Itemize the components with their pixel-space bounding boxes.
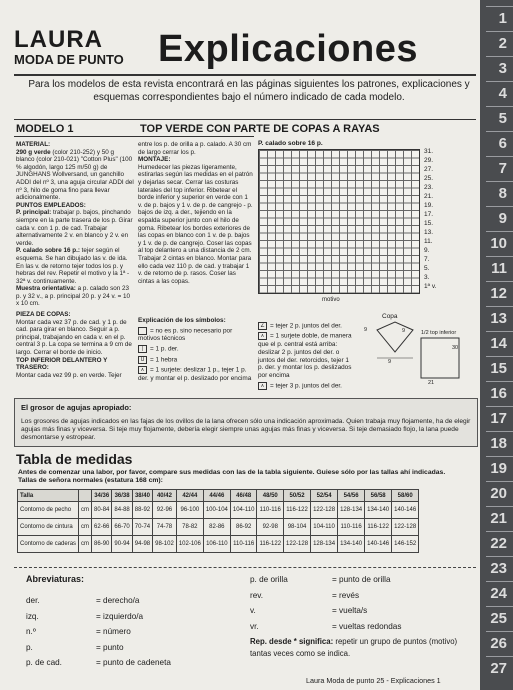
abbr-term: vr. <box>250 621 259 631</box>
abbr-list-right <box>250 572 401 634</box>
note-title: El grosor de agujas apropiado: <box>21 403 132 412</box>
symbol-item <box>258 382 352 390</box>
size-cell: 140-146 <box>365 536 392 553</box>
chart-row-number: 23. <box>424 184 434 191</box>
col2-paragraph <box>138 164 254 286</box>
chart-row-number: 15. <box>424 220 434 227</box>
abbr-list-left <box>26 593 171 671</box>
size-cell: 74-78 <box>153 519 177 536</box>
chart-row-number: 11. <box>424 238 433 245</box>
repeat-note-text: repetir un grupo de puntos (motivo) tantas veces como se indica. <box>250 637 458 658</box>
size-header-cell: 36/38 <box>112 490 132 502</box>
size-cell: 110-116 <box>257 502 284 519</box>
ruler-line <box>486 131 513 132</box>
dim-5: 21 <box>428 380 435 386</box>
abbr-item <box>26 609 171 625</box>
col1-paragraph <box>16 202 134 210</box>
abbr-item <box>250 588 401 604</box>
ruler-line <box>486 306 513 307</box>
ruler-number: 18 <box>490 435 507 452</box>
ruler-line <box>486 456 513 457</box>
symbol-text: = 1 surjete: deslizar 1 p., tejer 1 p. der. y montar el p. deslizado por encima <box>138 366 252 382</box>
size-cell: cm <box>79 519 92 536</box>
page-footer: Laura Moda de punto 25 - Explicaciones 1 <box>306 676 441 685</box>
symbol-text: = 1 hebra <box>150 356 178 364</box>
abbr-meaning: = número <box>96 627 131 636</box>
ruler-number: 8 <box>498 185 507 202</box>
instructions-col1 <box>16 141 134 308</box>
table-row <box>18 519 419 536</box>
ruler-line <box>486 181 513 182</box>
abbr-meaning: = revés <box>332 590 360 600</box>
schematic-diagram <box>355 318 465 388</box>
paragraph-text: a p. calado son 23 p. y 32 v., a p. principal 20 p. y 24 v. = 10 x 10 cm. <box>16 285 131 308</box>
symbol-item <box>258 322 352 330</box>
size-cell: 84-88 <box>112 502 132 519</box>
size-cell: 116-122 <box>284 502 311 519</box>
ruler-number: 6 <box>498 135 507 152</box>
ruler-line <box>486 331 513 332</box>
ruler-line <box>486 106 513 107</box>
ruler-line <box>486 81 513 82</box>
size-cell: 86-92 <box>230 519 257 536</box>
size-header-cell: 56/58 <box>365 490 392 502</box>
ruler-number: 5 <box>498 110 507 127</box>
size-cell: 134-140 <box>338 536 365 553</box>
paragraph-heading: PIEZA DE COPAS: <box>16 311 71 318</box>
size-header-cell <box>79 490 92 502</box>
size-cell: 88-92 <box>132 502 152 519</box>
size-cell: 92-98 <box>257 519 284 536</box>
chart-motif-label: motivo <box>322 297 340 303</box>
size-cell: 90-94 <box>112 536 132 553</box>
copa-label: Copa <box>382 313 398 320</box>
size-row-label: Contorno de cintura <box>18 519 79 536</box>
paragraph-heading: Muestra orientativa: <box>16 285 76 293</box>
col2-paragraph <box>138 141 254 156</box>
abbr-term: der. <box>26 596 40 605</box>
chart-row-number: 9. <box>424 247 430 254</box>
chart-label: P. calado sobre 16 p. <box>258 140 323 147</box>
paragraph-heading: MATERIAL: <box>16 141 51 148</box>
ruler-number: 27 <box>490 660 507 677</box>
abbr-term: v. <box>250 606 256 615</box>
size-header-cell: 42/44 <box>176 490 203 502</box>
col1b-paragraph <box>16 319 134 357</box>
abbr-item <box>26 624 171 640</box>
size-cell: 110-116 <box>338 519 365 536</box>
symbol-text: = tejer 3 p. juntos del der. <box>270 382 342 390</box>
size-cell: 78-82 <box>176 519 203 536</box>
size-cell: 100-104 <box>203 502 230 519</box>
ruler-number: 17 <box>490 410 507 427</box>
symbol-item <box>138 345 256 353</box>
symbol-text: = 1 surjete doble, de manera que el p. central está arriba: deslizar 2 p. juntos del der. o juntos del der. retorcidos, tejer 1 p. der. y montar los p. deslizados por encima <box>258 333 352 380</box>
dim-3: 9 <box>402 328 406 334</box>
paragraph-text: Montar cada vez 99 p. en verde. Tejer <box>16 371 122 379</box>
symbol-icon: U <box>138 356 147 364</box>
ruler-line <box>486 481 513 482</box>
size-cell: 70-74 <box>132 519 152 536</box>
size-cell: 116-122 <box>365 519 392 536</box>
chart-row-number: 31. <box>424 148 434 155</box>
symbol-icon: ∠ <box>258 322 267 330</box>
paragraph-text: trabajar p. bajos, pinchando siempre en la parte trasera de los p. Girar cada v. con 1 p. de cad. Trabajar alternativamente 2 v. en blanco y 2 v. en verde. <box>16 209 133 247</box>
ruler-line <box>486 406 513 407</box>
abbr-term: izq. <box>26 611 39 621</box>
repeat-note-bold: Rep. desde * significa: <box>250 637 334 646</box>
ruler-number: 2 <box>498 35 507 52</box>
col1b-paragraph <box>16 311 134 319</box>
abbr-item <box>250 619 401 635</box>
size-cell: 116-122 <box>257 536 284 553</box>
dim-2: 9 <box>388 359 392 365</box>
symbol-icon: ∧ <box>258 332 267 340</box>
size-header-cell: 48/50 <box>257 490 284 502</box>
model-name: TOP VERDE CON PARTE DE COPAS A RAYAS <box>140 123 380 135</box>
size-header-cell: 40/42 <box>153 490 177 502</box>
ruler-line <box>486 506 513 507</box>
instructions-col2 <box>138 141 254 285</box>
ruler-line <box>486 31 513 32</box>
col1-paragraph <box>16 141 134 149</box>
ruler-line <box>486 6 513 7</box>
paragraph-heading: TOP INFERIOR DELANTERO Y TRASERO: <box>16 356 108 372</box>
size-cell: 82-86 <box>203 519 230 536</box>
size-cell: 122-128 <box>284 536 311 553</box>
ruler-number: 21 <box>490 510 507 527</box>
symbol-item <box>138 356 256 364</box>
ruler-number: 9 <box>498 210 507 227</box>
model-divider <box>14 136 254 137</box>
ruler-line <box>486 556 513 557</box>
paragraph-text: (color 210-252) y 50 g blanco (color 210-021) "Cotton Plus" (100 % algodón, largo 125 m/50 g) de JUNGHANS Wollversand, un ganchillo ADDI del nº 3, una aguja circular ADDI del nº 3, hilo de goma fino para llevar adicionalmente. <box>16 148 134 202</box>
symbol-text: = 1 p. der. <box>150 345 179 353</box>
size-cell: 146-152 <box>392 536 419 553</box>
ruler-number: 7 <box>498 160 507 177</box>
size-table-title: Tabla de medidas <box>16 451 133 467</box>
abbr-term: n.º <box>26 627 36 636</box>
chart-row-number: 17. <box>424 211 434 218</box>
model-number: MODELO 1 <box>16 123 74 135</box>
ruler-number: 1 <box>498 10 507 27</box>
size-row-label: Contorno de pecho <box>18 502 79 519</box>
brand-subtitle: MODA DE PUNTO <box>14 52 124 67</box>
size-header-cell: 54/56 <box>338 490 365 502</box>
size-cell: 106-110 <box>203 536 230 553</box>
size-cell: 128-134 <box>338 502 365 519</box>
ruler-number: 14 <box>490 335 507 352</box>
abbr-term: rev. <box>250 590 264 600</box>
ruler-number: 26 <box>490 635 507 652</box>
ruler-number: 24 <box>490 585 507 602</box>
symbol-item <box>138 366 256 382</box>
abbr-divider <box>14 567 476 569</box>
chart-row-number: 27. <box>424 166 434 173</box>
size-header-cell: 34/36 <box>92 490 112 502</box>
col2-paragraph <box>138 156 254 164</box>
size-cell: 104-110 <box>230 502 257 519</box>
size-cell: 92-96 <box>153 502 177 519</box>
ruler-number: 22 <box>490 535 507 552</box>
size-cell: 86-90 <box>92 536 112 553</box>
size-table-subtitle: Tallas de señora normales (estatura 168 cm): <box>18 477 163 484</box>
ruler-line <box>486 206 513 207</box>
symbol-icon <box>138 327 147 335</box>
symbol-item <box>138 327 256 343</box>
symbol-text: = no es p. sino necesario por motivos técnicos <box>138 327 233 343</box>
size-header-cell: 50/52 <box>284 490 311 502</box>
ruler-line <box>486 356 513 357</box>
ruler-line <box>486 631 513 632</box>
dim-1: 9 <box>364 327 368 333</box>
chart-row-numbers <box>424 148 436 292</box>
ruler-number: 11 <box>491 260 507 277</box>
symbol-item <box>258 332 352 379</box>
abbr-term: p. de orilla <box>250 575 288 584</box>
table-row <box>18 502 419 519</box>
chart-row-number: 21. <box>424 193 434 200</box>
abbr-meaning: = punto <box>96 642 124 652</box>
size-header-cell: 52/54 <box>311 490 338 502</box>
size-cell: cm <box>79 502 92 519</box>
symbol-icon: ∧ <box>138 366 147 374</box>
chart-row-number: 1ª v. <box>424 283 437 290</box>
paragraph-heading: MONTAJE: <box>138 156 171 164</box>
ruler-number: 20 <box>490 485 507 502</box>
paragraph-heading: P. calado sobre 16 p.: <box>16 247 80 255</box>
ruler-line <box>486 156 513 157</box>
ruler-line <box>486 56 513 57</box>
size-table-note: Antes de comenzar una labor, por favor, compare sus medidas con las de la tabla siguiente. Guiese sólo por las tallas ahí indicadas. <box>18 469 446 476</box>
ruler-number: 13 <box>490 310 507 327</box>
ruler-line <box>486 381 513 382</box>
chart-row-number: 29. <box>424 157 434 164</box>
ruler-line <box>486 231 513 232</box>
ruler-number: 4 <box>498 85 507 102</box>
size-header-cell: 58/60 <box>392 490 419 502</box>
size-cell: 122-128 <box>392 519 419 536</box>
col1-paragraph <box>16 247 134 285</box>
col1b-paragraph <box>16 372 134 380</box>
table-row <box>18 536 419 553</box>
size-cell: 96-100 <box>176 502 203 519</box>
ruler-number: 10 <box>490 235 507 252</box>
size-cell: 80-84 <box>92 502 112 519</box>
size-cell: 104-110 <box>311 519 338 536</box>
page-ruler <box>480 0 513 690</box>
size-cell: 110-116 <box>230 536 257 553</box>
ruler-number: 23 <box>490 560 507 577</box>
size-header-cell: 44/46 <box>203 490 230 502</box>
page-title: Explicaciones <box>158 28 418 70</box>
abbr-item <box>26 593 171 609</box>
abbr-meaning: = izquierdo/a <box>96 611 144 621</box>
needle-note-box <box>14 398 478 447</box>
symbol-text: = tejer 2 p. juntos del der. <box>270 322 342 330</box>
size-cell: 134-140 <box>365 502 392 519</box>
ruler-line <box>486 431 513 432</box>
size-cell: 102-106 <box>176 536 203 553</box>
size-header-cell: 38/40 <box>132 490 152 502</box>
size-cell: cm <box>79 536 92 553</box>
ruler-line <box>486 581 513 582</box>
size-table <box>17 489 419 553</box>
paragraph-text: entre los p. de orilla a p. calado. A 30 cm de largo cerrar los p. <box>138 141 252 156</box>
brand-name: LAURA <box>14 26 103 53</box>
paragraph-text: Humedecer las piezas ligeramente, estirarlas según las medidas en el patrón y dejarlas secar. Cerrar las costuras laterales del top inferior. Ribetear el borde inferior y superior en verde con 1 v. de p. bajos y 1 v. de p. de cangrejo - p. bajos de izq. a der., tejiendo en la espalda superior junto con el hilo de goma. Ribetear los bordes exteriores de las copas en blanco con 1 v. de p. bajos y 1 v. de p. de cangrejo. Coser las copas al top delantero a una distancia de 2 cm. Trabajar 2 cintas en blanco. Montar para ello cada vez 110 p. de cad. y trabajar 1 v. de retorno de p. rasos. Coser las cintas a las copas. <box>138 163 253 285</box>
paragraph-text: Montar cada vez 37 p. de cad. y 1 p. de cad. para girar en blanco. Seguir a p. principal, trabajando en cada v. en el p. central 3 p. La copa se termina a 9 cm de largo. Cerrar el borde de inicio. <box>16 318 132 356</box>
ruler-number: 3 <box>498 60 507 77</box>
intro-divider <box>14 119 476 120</box>
col1-paragraph <box>16 209 134 247</box>
header-divider <box>14 74 476 76</box>
ruler-number: 16 <box>490 385 507 402</box>
chart-row-number: 7. <box>424 256 430 263</box>
abbr-term: p. de cad. <box>26 658 62 667</box>
symbols-title: Explicación de los símbolos: <box>138 317 226 324</box>
top-inferior-label: 1/2 top inferior <box>421 330 457 336</box>
size-cell: 62-66 <box>92 519 112 536</box>
abbr-term: p. <box>26 642 33 652</box>
ruler-line <box>486 606 513 607</box>
dim-4: 30 <box>452 345 459 351</box>
symbols-list-a <box>138 327 256 385</box>
chart-row-number: 25. <box>424 175 434 182</box>
symbol-icon: | <box>138 345 147 353</box>
abbr-meaning: = vueltas redondas <box>332 621 402 631</box>
paragraph-heading: P. principal: <box>16 209 52 217</box>
size-cell: 140-146 <box>392 502 419 519</box>
instructions-col1b <box>16 311 134 379</box>
size-row-label: Contorno de caderas <box>18 536 79 553</box>
col1b-paragraph <box>16 357 134 372</box>
paragraph-heading: 290 g verde <box>16 148 51 156</box>
size-cell: 98-102 <box>153 536 177 553</box>
abbr-item <box>26 655 171 671</box>
chart-row-number: 13. <box>424 229 434 236</box>
abbr-meaning: = punto de orilla <box>332 575 391 584</box>
abbr-item <box>26 640 171 656</box>
ruler-line <box>486 256 513 257</box>
ruler-line <box>486 531 513 532</box>
ruler-number: 25 <box>490 610 507 627</box>
abbr-item <box>250 603 401 619</box>
size-cell: 98-104 <box>284 519 311 536</box>
chart-row-number: 3. <box>424 274 430 281</box>
size-header-cell: 46/48 <box>230 490 257 502</box>
abbr-item <box>250 572 401 588</box>
size-cell: 66-70 <box>112 519 132 536</box>
ruler-number: 12 <box>490 285 507 302</box>
col1-paragraph <box>16 285 134 308</box>
abbr-title: Abreviaturas: <box>26 574 85 584</box>
ruler-line <box>486 656 513 657</box>
size-cell: 122-128 <box>311 502 338 519</box>
paragraph-heading: PUNTOS EMPLEADOS: <box>16 201 86 209</box>
chart-row-number: 5. <box>424 265 430 272</box>
note-text: Los grosores de agujas indicados en las fajas de los ovillos de la lana ofrecen sólo una indicación aproximada. Quien trabaja muy flojamente, ha de elegir agujas más finas y viceversa. Si teje muy flojamente, debería elegir siempre unas agujas más finas y viceversa. Si teje demasiado flojo, la lana puede desmontarse y estropear. <box>21 418 471 442</box>
ruler-number: 19 <box>490 460 507 477</box>
symbol-icon: ∧ <box>258 382 267 390</box>
chart-row-number: 19. <box>424 202 434 209</box>
size-header-cell: Talla <box>18 490 79 502</box>
size-cell: 128-134 <box>311 536 338 553</box>
repeat-note <box>250 636 475 660</box>
paragraph-text: tejer según el esquema. Se han dibujado las v. de ida. En las v. de retorno tejer todos los p. y hebras del rev. Repetir el motivo y la 1ª - 32ª v. continuamente. <box>16 247 130 285</box>
ruler-line <box>486 281 513 282</box>
abbr-meaning: = punto de cadeneta <box>96 658 171 667</box>
abbr-meaning: = derecho/a <box>96 596 140 605</box>
size-cell: 94-98 <box>132 536 152 553</box>
symbols-list-b <box>258 322 352 392</box>
stitch-chart-grid <box>258 149 420 294</box>
col1-paragraph <box>16 149 134 202</box>
ruler-number: 15 <box>490 360 507 377</box>
intro-text: Para los modelos de esta revista encontrará en las páginas siguientes los patrones, explicaciones y esquemas correspondientes bajo el número indicado de cada modelo. <box>28 79 470 103</box>
abbr-meaning: = vuelta/s <box>332 606 368 615</box>
